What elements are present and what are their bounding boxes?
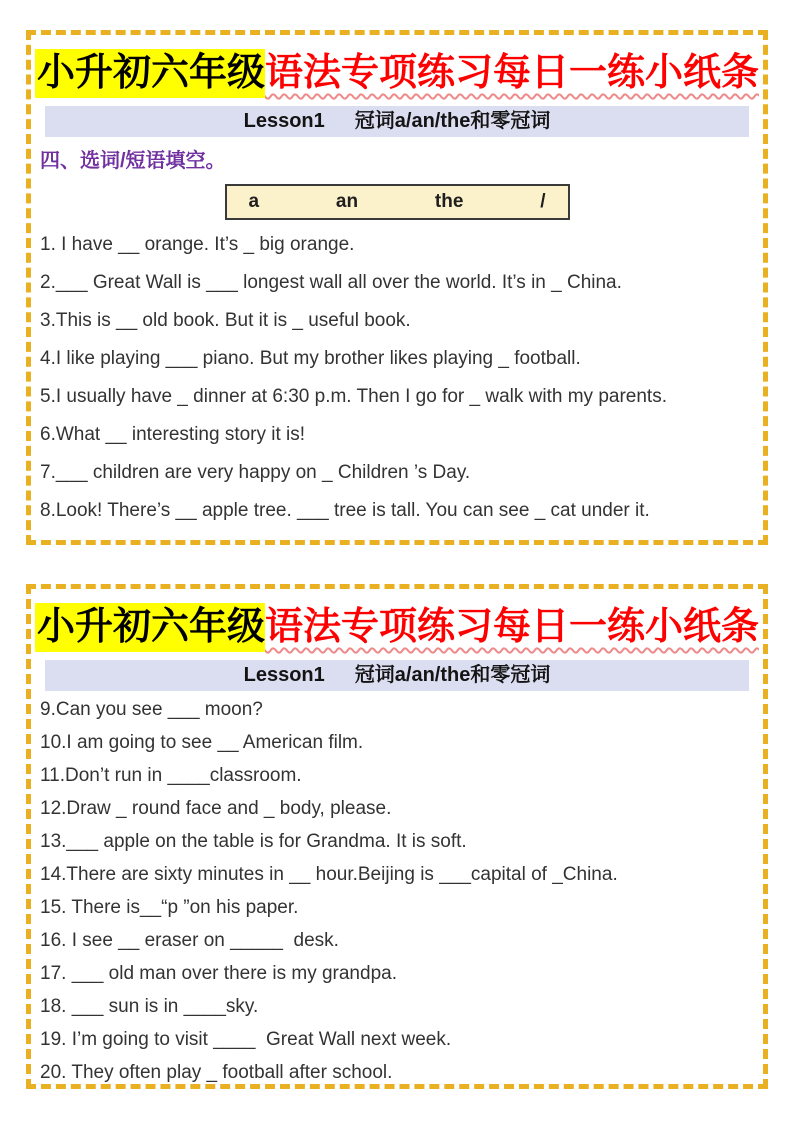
exercise-item-14: 14.There are sixty minutes in __ hour.Beijing is ___capital of _China. — [40, 863, 618, 885]
exercise-item-7: 7.___ children are very happy on _ Children ’s Day. — [40, 461, 471, 483]
exercise-item-11: 11.Don’t run in ____classroom. — [40, 764, 302, 786]
lesson-header-bar — [45, 106, 749, 137]
exercise-list-1 — [31, 226, 763, 530]
lesson-number-2: Lesson1 — [243, 663, 325, 686]
exercise-item-12: 12.Draw _ round face and _ body, please. — [40, 797, 392, 819]
word-bank-option-the: the — [434, 190, 464, 212]
exercise-item-10: 10.I am going to see __ American film. — [40, 731, 364, 753]
section-heading: 四、选词/短语填空。 — [40, 149, 226, 172]
exercise-item-6: 6.What __ interesting story it is! — [40, 423, 306, 445]
exercise-item-4: 4.I like playing ___ piano. But my brother likes playing _ football. — [40, 347, 581, 369]
lesson-topic: 冠词a/an/the和零冠词 — [354, 109, 551, 132]
exercise-item-9: 9.Can you see ___ moon? — [40, 698, 263, 720]
exercise-item-17: 17. ___ old man over there is my grandpa. — [40, 962, 397, 984]
title-red-text: 语法专项练习每日一练小纸条 — [265, 52, 760, 94]
exercise-item-8: 8.Look! There’s __ apple tree. ___ tree is tall. You can see _ cat under it. — [40, 499, 650, 521]
exercise-item-3: 3.This is __ old book. But it is _ useful book. — [40, 309, 411, 331]
exercise-item-1: 1. I have __ orange. It’s _ big orange. — [40, 233, 355, 255]
title-highlight: 小升初六年级 — [35, 49, 265, 98]
exercise-item-19: 19. I’m going to visit ____ Great Wall next week. — [40, 1028, 452, 1050]
exercise-item-2: 2.___ Great Wall is ___ longest wall all over the world. It’s in _ China. — [40, 271, 622, 293]
page-title-2 — [31, 604, 763, 652]
word-bank-option-a: a — [248, 190, 260, 212]
word-bank-option-an: an — [335, 190, 359, 212]
exercise-item-15: 15. There is__“p ”on his paper. — [40, 896, 299, 918]
worksheet-card-bottom — [26, 584, 768, 1089]
lesson-number: Lesson1 — [243, 109, 325, 132]
word-bank-option-zero: / — [540, 190, 546, 212]
page-title — [31, 50, 763, 98]
title-red-text-2: 语法专项练习每日一练小纸条 — [265, 606, 760, 648]
exercise-item-13: 13.___ apple on the table is for Grandma. It is soft. — [40, 830, 467, 852]
lesson-topic-2: 冠词a/an/the和零冠词 — [354, 663, 551, 686]
worksheet-card-top — [26, 30, 768, 545]
title-highlight-2: 小升初六年级 — [35, 603, 265, 652]
exercise-list-2 — [31, 693, 763, 1089]
word-bank-box — [225, 184, 570, 220]
exercise-item-20: 20. They often play _ football after school. — [40, 1061, 393, 1083]
exercise-item-18: 18. ___ sun is in ____sky. — [40, 995, 259, 1017]
exercise-item-5: 5.I usually have _ dinner at 6:30 p.m. Then I go for _ walk with my parents. — [40, 385, 667, 407]
exercise-item-16: 16. I see __ eraser on _____ desk. — [40, 929, 339, 951]
lesson-header-bar-2 — [45, 660, 749, 691]
